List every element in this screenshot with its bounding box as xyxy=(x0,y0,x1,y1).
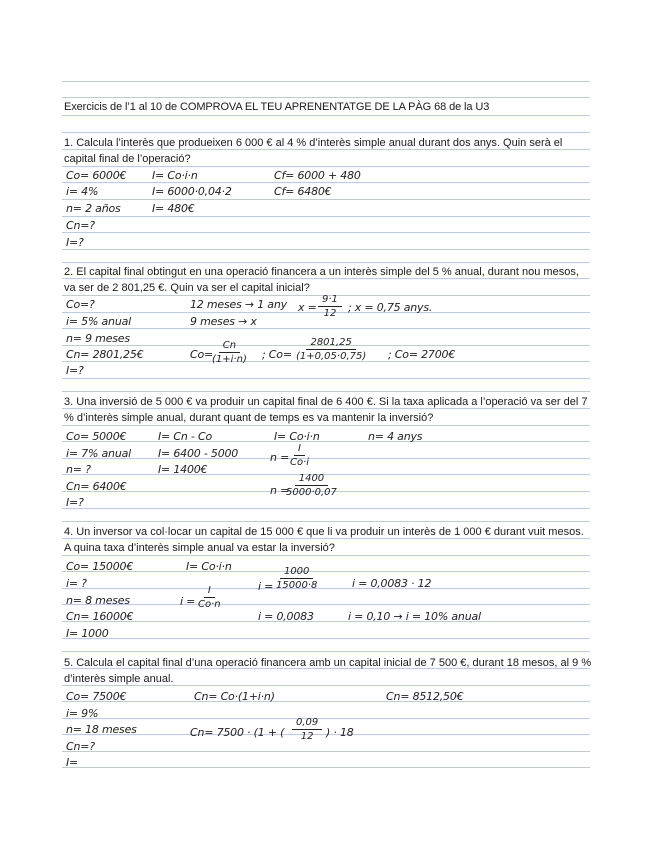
ruled-line xyxy=(62,81,590,82)
ex2-x-fraction xyxy=(318,294,342,319)
ex2-co-fraction xyxy=(212,340,247,365)
ex5-line: Co= 7500€ xyxy=(66,690,127,703)
ex5-result: Cn= 8512,50€ xyxy=(386,690,464,703)
ex1-line: I=? xyxy=(66,236,84,249)
ruled-line xyxy=(62,115,590,116)
ex1-line: Co= 6000€ xyxy=(66,169,127,182)
fraction-denominator: 15000·8 xyxy=(276,580,318,591)
ruled-line xyxy=(62,638,590,639)
fraction-denominator: (1+i·n) xyxy=(212,354,247,365)
ex3-n-fraction xyxy=(290,443,309,468)
ex1-line: Cn=? xyxy=(66,219,95,232)
ruled-line xyxy=(62,701,590,702)
ex4-line: Co= 15000€ xyxy=(66,560,134,573)
ex3-interest-formula: I= Co·i·n xyxy=(274,430,320,443)
ex5-line: i= 9% xyxy=(66,707,99,720)
ex5-substitution: Cn= 7500 · (1 + ( xyxy=(190,726,285,739)
ruled-line xyxy=(62,571,590,572)
fraction-denominator: Co·i xyxy=(290,457,310,468)
ex3-line: I=? xyxy=(66,496,84,509)
ruled-line xyxy=(62,199,590,200)
fraction-denominator: Co·n xyxy=(198,599,221,610)
fraction-numerator: I xyxy=(294,443,305,456)
ex1-final: Cf= 6480€ xyxy=(274,185,332,198)
ruled-line xyxy=(62,751,590,752)
ex1-formula: I= 6000·0,04·2 xyxy=(152,185,232,198)
ex1-final: Cf= 6000 + 480 xyxy=(274,169,361,182)
exercise-4-statement: 4. Un inversor va col·locar un capital de 15 000 € que li va produir un interès de 1 000 € durant vuit mesos. A quina taxa d’interès simple anual va estar la inversió? xyxy=(64,526,584,554)
ex3-result: n= 4 anys xyxy=(368,430,423,443)
ex4-i2-label: i = xyxy=(258,580,274,593)
ex4-interest-formula: I= Co·i·n xyxy=(186,560,232,573)
ex2-line: Cn= 2801,25€ xyxy=(66,348,144,361)
ex4-i-label: i = xyxy=(180,595,196,608)
fraction-denominator: (1+0,05·0,75) xyxy=(296,351,367,362)
ex5-substitution-end: ) · 18 xyxy=(326,726,354,739)
ex1-line: i= 4% xyxy=(66,185,99,198)
ex1-formula: I= Co·i·n xyxy=(152,169,198,182)
ex3-formula: I= Cn - Co xyxy=(158,430,212,443)
fraction-numerator: 9·1 xyxy=(318,294,342,307)
fraction-numerator: I xyxy=(204,585,215,598)
ex2-proportion: 9 meses → x xyxy=(190,315,257,328)
ruled-line xyxy=(62,604,590,605)
ex2-line: Co=? xyxy=(66,298,95,311)
ruled-line xyxy=(62,508,590,509)
ex5-formula: Cn= Co·(1+i·n) xyxy=(194,690,275,703)
ex3-formula: I= 1400€ xyxy=(158,463,208,476)
fraction-numerator: 1400 xyxy=(295,473,328,486)
ex1-formula: I= 480€ xyxy=(152,202,195,215)
ruled-line xyxy=(62,262,590,263)
ex2-proportion: 12 meses → 1 any xyxy=(190,298,287,311)
ruled-line xyxy=(62,97,590,98)
ruled-line xyxy=(62,767,590,768)
ex2-line: I=? xyxy=(66,364,84,377)
ex4-annual-calc: i = 0,0083 · 12 xyxy=(352,577,432,590)
ex2-co-label: Co= xyxy=(190,348,214,361)
fraction-numerator: 2801,25 xyxy=(306,337,355,350)
ruled-line xyxy=(62,132,590,133)
ex3-n2-label: n = xyxy=(270,484,290,497)
ex4-line: n= 8 meses xyxy=(66,594,130,607)
fraction-numerator: 1000 xyxy=(280,566,313,579)
ex4-i-fraction xyxy=(198,585,221,610)
exercise-3-statement: 3. Una inversió de 5 000 € va produir un capital final de 6 400 €. Si la taxa aplicada a l’operació va ser del 7 % d’interès simple anual, durant quant de temps es va mantenir la inversió? xyxy=(64,396,588,424)
fraction-numerator: 0,09 xyxy=(292,717,322,730)
ex5-line: n= 18 meses xyxy=(66,723,137,736)
ruled-line xyxy=(62,328,590,329)
ruled-line xyxy=(62,216,590,217)
page-header: Exercicis de l’1 al 10 de COMPROVA EL TEU APRENENTATGE DE LA PÀG 68 de la U3 xyxy=(64,101,490,113)
ex5-rate-fraction xyxy=(292,717,322,742)
ruled-line xyxy=(62,588,590,589)
ex4-line: i= ? xyxy=(66,577,87,590)
fraction-numerator: Cn xyxy=(219,340,240,353)
ruled-line xyxy=(62,441,590,442)
ex4-line: Cn= 16000€ xyxy=(66,610,134,623)
ruled-line xyxy=(62,718,590,719)
ex4-result: i = 0,10 → i = 10% anual xyxy=(348,610,481,623)
ruled-line xyxy=(62,621,590,622)
ex2-line: i= 5% anual xyxy=(66,315,131,328)
ruled-line xyxy=(62,391,590,392)
ex3-line: n= ? xyxy=(66,463,91,476)
ex3-n-label: n = xyxy=(270,451,290,464)
ex2-co2-fraction xyxy=(296,337,366,362)
fraction-denominator: 5000·0,07 xyxy=(286,487,337,498)
ruled-line xyxy=(62,651,590,652)
ex2-x-label: x = xyxy=(298,301,317,314)
exercise-5-statement: 5. Calcula el capital final d’una operació financera amb un capital inicial de 7 500 €, durant 18 mesos, al 9 % d’interès simple anual. xyxy=(64,657,592,685)
ex3-formula: I= 6400 - 5000 xyxy=(158,447,239,460)
ex3-line: Cn= 6400€ xyxy=(66,480,127,493)
ruled-line xyxy=(62,378,590,379)
fraction-denominator: 12 xyxy=(323,308,337,319)
ruled-line xyxy=(62,521,590,522)
ex2-x-result: ; x = 0,75 anys. xyxy=(348,301,433,314)
ruled-line xyxy=(62,232,590,233)
ex2-co2-label: ; Co= xyxy=(262,348,292,361)
ex3-n2-fraction xyxy=(286,473,337,498)
ex2-co-result: ; Co= 2700€ xyxy=(388,348,456,361)
exercise-1-statement: 1. Calcula l’interès que produeixen 6 000 € al 4 % d’interès simple anual durant dos anys. Quin serà el capital final de l’operació? xyxy=(64,137,563,165)
exercise-2-statement: 2. El capital final obtingut en una operació financera a un interès simple del 5 % anual, durant nou mesos, va ser de 2 801,25 €. Quin va ser el capital inicial? xyxy=(64,266,579,294)
ex1-line: n= 2 años xyxy=(66,202,121,215)
ruled-line xyxy=(62,249,590,250)
ex4-i-value: i = 0,0083 xyxy=(258,610,314,623)
ex4-line: I= 1000 xyxy=(66,627,109,640)
ruled-line xyxy=(62,182,590,183)
fraction-denominator: 12 xyxy=(300,731,314,742)
ex3-line: i= 7% anual xyxy=(66,447,131,460)
ex5-line: I= xyxy=(66,756,79,769)
ex3-line: Co= 5000€ xyxy=(66,430,127,443)
ruled-line xyxy=(62,458,590,459)
ex4-i2-fraction xyxy=(276,566,317,591)
ex2-line: n= 9 meses xyxy=(66,332,130,345)
ex5-line: Cn=? xyxy=(66,740,95,753)
